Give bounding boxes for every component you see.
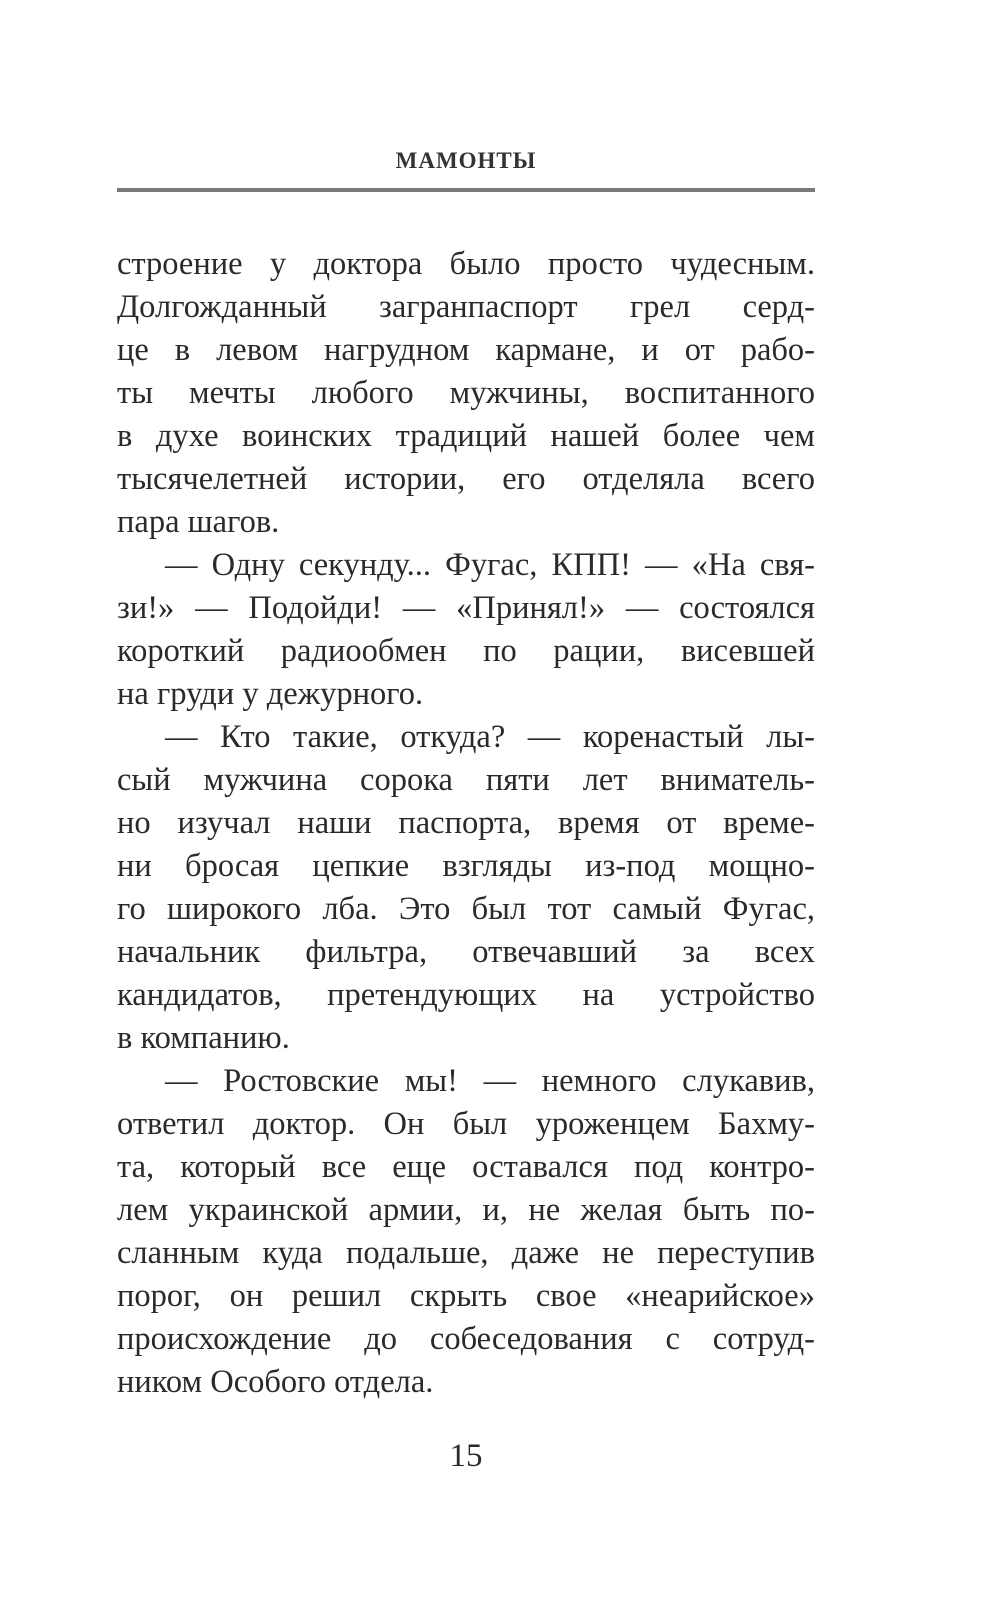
header-rule (117, 188, 815, 192)
text-line: в духе воинских традиций нашей более чем (117, 418, 815, 454)
text-line: короткий радиообмен по рации, висевшей (117, 633, 815, 669)
text-line: строение у доктора было просто чудесным. (117, 246, 815, 282)
text-line: на груди у дежурного. (117, 676, 424, 712)
paragraph (117, 716, 815, 1060)
text-line: тысячелетней истории, его отделяла всего (117, 461, 815, 497)
text-line: Долгожданный загранпаспорт грел серд- (117, 289, 815, 325)
text-line: начальник фильтра, отвечавший за всех (117, 934, 815, 970)
paragraph (117, 1060, 815, 1404)
text-line: сый мужчина сорока пяти лет вниматель- (117, 762, 815, 798)
text-line: в компанию. (117, 1020, 290, 1056)
running-head: МАМОНТЫ (395, 148, 537, 173)
text-line: пара шагов. (117, 504, 280, 540)
text-line: но изучал наши паспорта, время от време- (117, 805, 815, 841)
text-line: ником Особого отдела. (117, 1364, 434, 1400)
text-line: сланным куда подальше, даже не переступив (117, 1235, 815, 1271)
text-line: ответил доктор. Он был уроженцем Бахму- (117, 1106, 815, 1142)
text-line: — Ростовские мы! — немного слукавив, (165, 1063, 815, 1099)
text-line: та, который все еще оставался под контро- (117, 1149, 815, 1185)
text-line: го широкого лба. Это был тот самый Фугас, (117, 891, 815, 927)
paragraph (117, 544, 815, 716)
text-line: ты мечты любого мужчины, воспитанного (117, 375, 815, 411)
body-text (117, 243, 815, 1404)
text-line: — Кто такие, откуда? — коренастый лы- (165, 719, 815, 755)
text-line: происхождение до собеседования с сотруд- (117, 1321, 815, 1357)
text-line: кандидатов, претендующих на устройство (117, 977, 815, 1013)
text-line: зи!» — Подойди! — «Принял!» — состоялся (117, 590, 815, 626)
page-number: 15 (449, 1438, 483, 1474)
text-line: лем украинской армии, и, не желая быть по- (117, 1192, 815, 1228)
text-line: — Одну секунду... Фугас, КПП! — «На свя- (165, 547, 815, 583)
text-line: порог, он решил скрыть свое «неарийское» (117, 1278, 815, 1314)
text-line: ни бросая цепкие взгляды из-под мощно- (117, 848, 815, 884)
paragraph (117, 243, 815, 544)
text-line: це в левом нагрудном кармане, и от рабо- (117, 332, 815, 368)
